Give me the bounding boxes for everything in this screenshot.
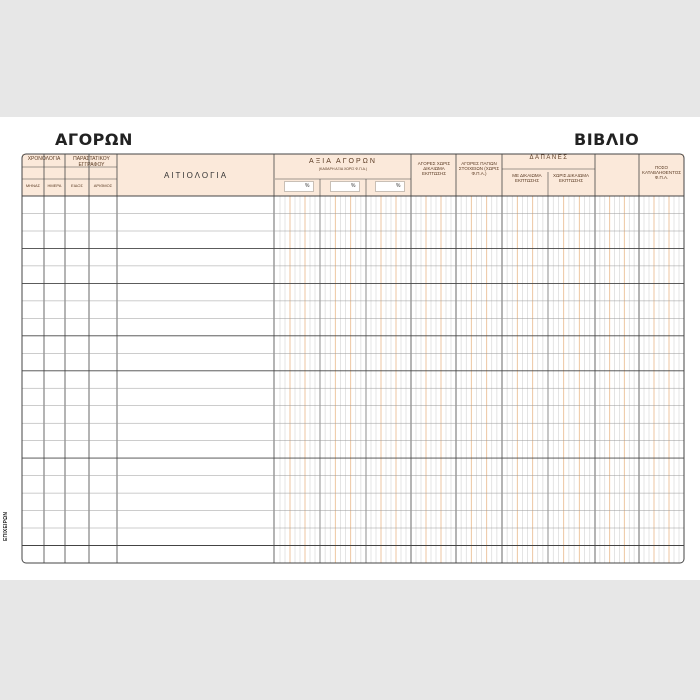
header-chronologia: ΧΡΟΝΟΛΟΓΙΑ xyxy=(27,156,61,162)
sidebar-mark: ΕΠΙΧΕΙΡΩΝ xyxy=(3,511,9,541)
percent-label-2: % xyxy=(351,183,356,189)
title-left: ΑΓΟΡΩΝ xyxy=(55,130,133,149)
header-parastatikou: ΠΑΡΑΣΤΑΤΙΚΟΥ ΕΓΓΡΑΦΟΥ xyxy=(73,156,110,168)
title-right: ΒΙΒΛΙΟ xyxy=(574,130,640,149)
header-aitiologia: ΑΙΤΙΟΛΟΓΙΑ xyxy=(163,171,229,180)
header-dapanes: ΔΑΠΑΝΕΣ xyxy=(529,155,569,161)
header-agores-pagion: ΑΓΟΡΕΣ ΠΑΓΙΩΝ ΣΤΟΙΧΕΙΩΝ (ΧΩΡΙΣ Φ.Π.Α.) xyxy=(458,161,500,177)
header-dapanes-xoris: ΧΩΡΙΣ ΔΙΚΑΙΩΜΑ ΕΚΠΤΩΣΗΣ xyxy=(552,173,590,184)
header-minas: ΜΗΝΑΣ xyxy=(25,183,41,188)
percent-label-1: % xyxy=(305,183,310,189)
header-dapanes-me: ΜΕ ΔΙΚΑΙΩΜΑ ΕΚΠΤΩΣΗΣ xyxy=(512,173,542,184)
header-eidos: ΕΙΔΟΣ xyxy=(71,183,83,188)
header-axia-sub: (ΚΑΘΑΡΗ ΑΞΙΑ ΧΩΡΙΣ Φ.Π.Α.) xyxy=(318,167,368,171)
percent-box-3 xyxy=(375,181,405,192)
header-poso-fpa: ΠΟΣΟ ΚΑΤΑΒΛΗΘΕΝΤΟΣ Φ.Π.Α. xyxy=(641,165,682,181)
ledger-page xyxy=(0,117,700,580)
header-agores-xoris: ΑΓΟΡΕΣ ΧΩΡΙΣ ΔΙΚΑΙΩΜΑ ΕΚΠΤΩΣΗΣ xyxy=(417,161,451,177)
header-imera: ΗΜΕΡΑ xyxy=(47,183,62,188)
percent-box-1 xyxy=(284,181,314,192)
percent-box-2 xyxy=(330,181,360,192)
header-arithmos: ΑΡΙΘΜΟΣ xyxy=(93,183,113,188)
percent-label-3: % xyxy=(396,183,401,189)
column-lines xyxy=(44,154,679,563)
header-axia-agoron: ΑΞΙΑ ΑΓΟΡΩΝ xyxy=(309,158,377,165)
